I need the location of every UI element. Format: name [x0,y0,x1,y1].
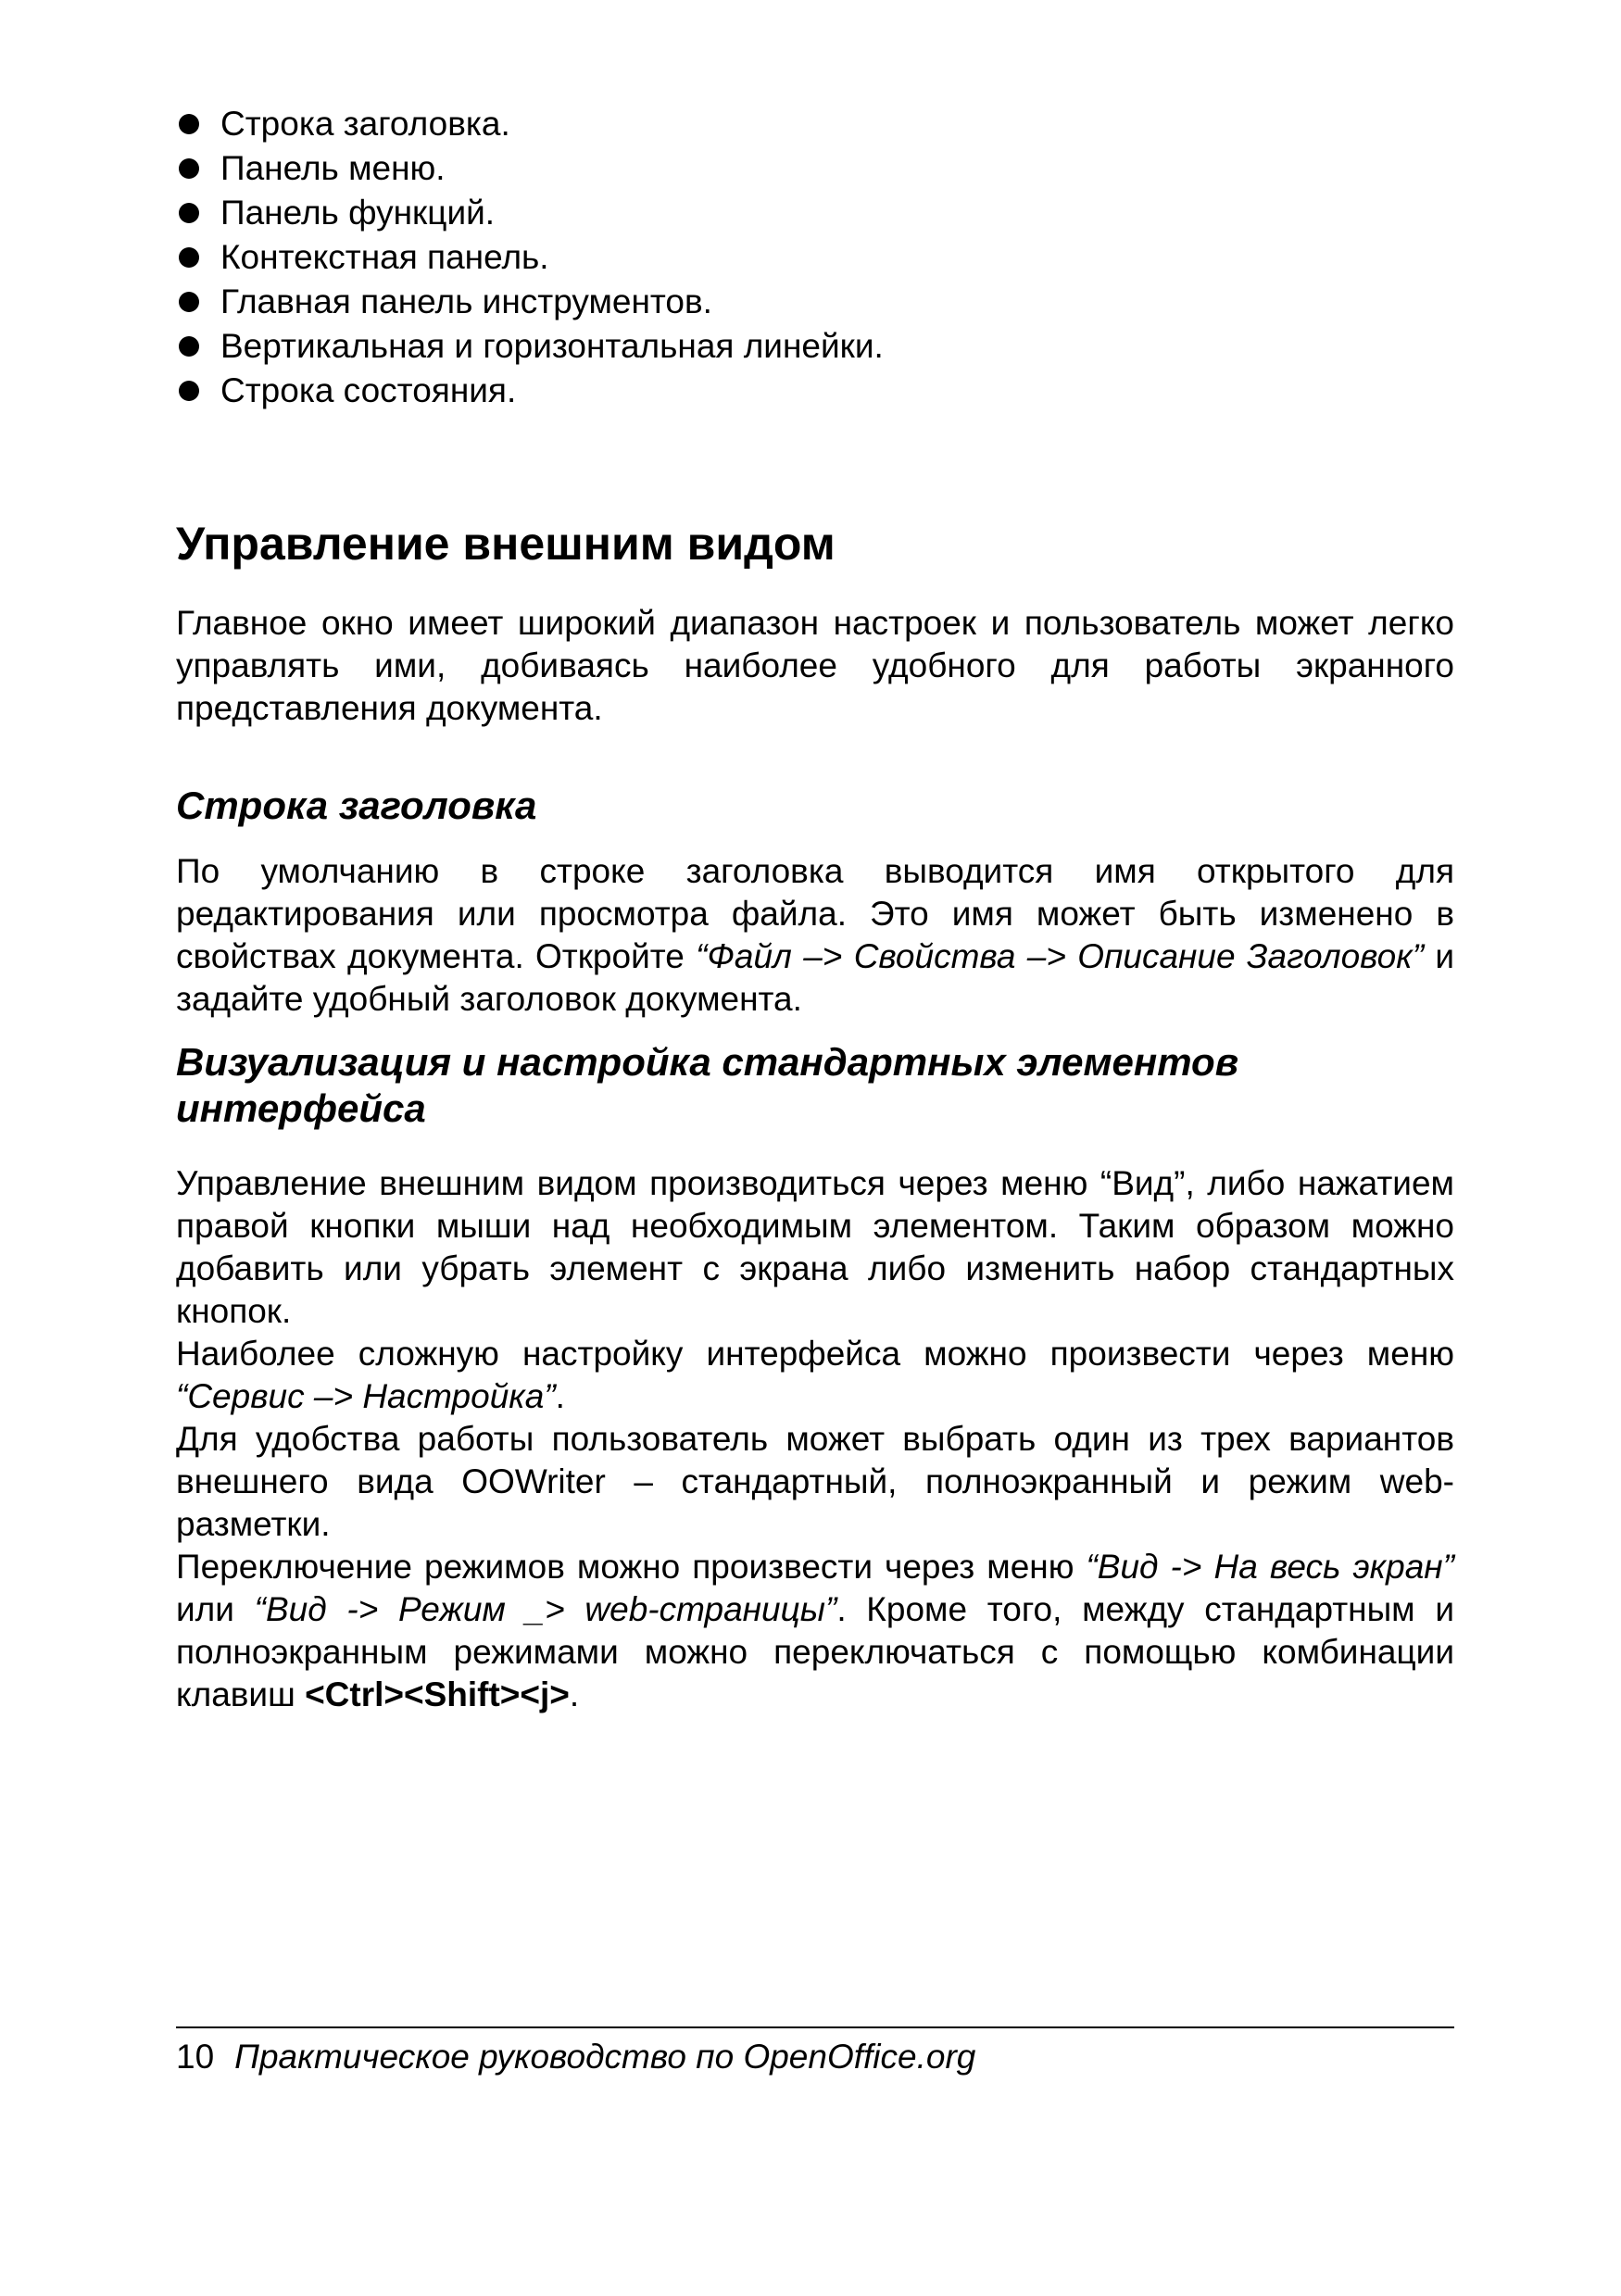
paragraph-text: Переключение режимов можно произвести через меню [176,1548,1087,1586]
subheading-title-bar: Строка заголовка [176,784,537,827]
paragraph-intro: Главное окно имеет широкий диапазон настроек и пользователь может легко управлять ими, добиваясь наиболее удобного для работы экранного представления документа. [176,604,1454,727]
bullet-icon [179,336,199,357]
subheading-visualization: Визуализация и настройка стандартных элементов интерфейса [176,1040,1239,1130]
paragraph-text: . [555,1377,565,1415]
paragraph-text: и задайте удобный заголовок документа. [176,937,1455,1018]
page-number: 10 [176,2038,215,2076]
bullet-icon [179,114,199,134]
list-item [176,146,1454,191]
list-item [176,280,1454,324]
paragraph-text: или [176,1590,255,1628]
list-item-text: Контекстная панель. [220,238,549,276]
paragraph-view-menu: Управление внешним видом производиться через меню “Вид”, либо нажатием правой кнопки мыши над необходимым элементом. Таким образом можно добавить или убрать элемент с экрана либо изменить набор стандартных кнопок. [176,1164,1454,1330]
list-item [176,235,1454,280]
menu-path: “Сервис –> Настройка” [176,1377,556,1415]
list-item-text: Главная панель инструментов. [220,282,712,320]
list-item-text: Панель функций. [220,194,496,232]
list-item-text: Строка состояния. [220,371,517,409]
list-item-text: Строка заголовка. [220,105,510,143]
section-title-bar-body [176,850,1454,1021]
book-title: Практическое руководство по OpenOffice.org [234,2038,976,2076]
window-elements-list [176,102,1454,413]
page-content [176,102,1455,1713]
bullet-icon [179,158,199,179]
paragraph-view-modes: Для удобства работы пользователь может выбрать один из трех вариантов внешнего вида OOWriter – стандартный, полноэкранный и режим web-разметки. [176,1420,1454,1543]
paragraph-text: По умолчанию в строке заголовка выводится имя открытого для редактирования или просмотра файла. Это имя может быть изменено в свойствах документа. Откройте [176,852,1454,975]
paragraph-customize [176,1333,1454,1418]
menu-path: “Вид -> Режим _> web-страницы” [254,1590,837,1628]
menu-path: “Вид -> На весь экран” [1086,1548,1454,1586]
bullet-icon [179,292,199,312]
paragraph-switch-modes [176,1546,1454,1716]
list-item [176,102,1454,146]
bullet-icon [179,381,199,401]
list-item-text: Вертикальная и горизонтальная линейки. [220,327,884,365]
paragraph-text: . Кроме того, между стандартным и полноэкранным режимами можно переключаться с помощью комбинации клавиш [176,1590,1454,1713]
section-visualization-body [176,1162,1454,1716]
paragraph-text: Наиболее сложную настройку интерфейса можно произвести через меню [176,1335,1454,1373]
paragraph-text: . [569,1675,580,1713]
list-item [176,369,1454,413]
paragraph-title-bar [176,850,1454,1021]
subheading-wrapper [176,783,1454,829]
section-heading-appearance: Управление внешним видом [176,518,836,570]
menu-path: “Файл –> Свойства –> Описание Заголовок” [696,937,1425,975]
bullet-icon [179,247,199,268]
page-footer [176,2036,975,2078]
keyboard-shortcut: <Ctrl><Shift><j> [305,1675,570,1713]
section-appearance-body [176,602,1454,730]
subheading-wrapper [176,1039,1454,1132]
list-item [176,191,1454,235]
list-item-text: Панель меню. [220,149,446,187]
bullet-icon [179,203,199,223]
list-item [176,324,1454,369]
footer-divider [176,2026,1454,2028]
